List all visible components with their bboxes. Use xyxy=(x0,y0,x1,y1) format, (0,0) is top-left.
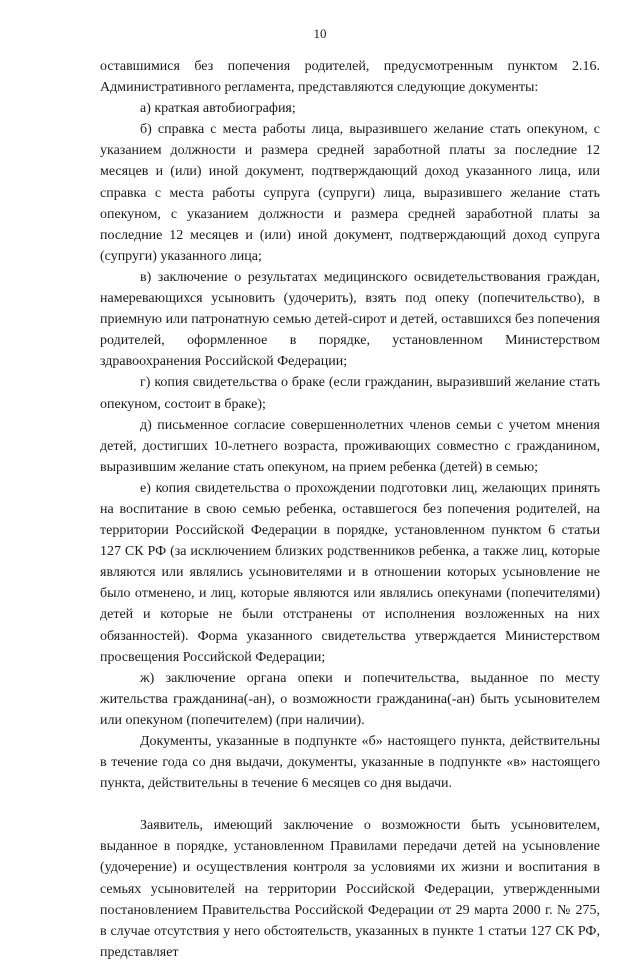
list-item-g: г) копия свидетельства о браке (если гражданин, выразивший желание стать опекуном, состоит в браке); xyxy=(100,375,600,412)
paragraph-intro-continuation: оставшимися без попечения родителей, предусмотренным пунктом 2.16. Административного регламента, представляются следующие документы: xyxy=(100,59,600,96)
paragraph-validity: Документы, указанные в подпункте «б» настоящего пункта, действительны в течение года со дня выдачи, документы, указанные в подпункте «в» настоящего пункта, действительны в течение 6 месяцев со дня выдачи. xyxy=(100,734,600,792)
list-item-zh: ж) заключение органа опеки и попечительства, выданное по месту жительства гражданина(-ан), о возможности гражданина(-ан) быть усыновителем или опекуном (попечителем) (при наличии). xyxy=(100,670,600,728)
list-item-e: е) копия свидетельства о прохождении подготовки лиц, желающих принять на воспитание в свою семью ребенка, оставшегося без попечения родителей, на территории Российской Федерации в порядке, установленном пунктом 6 статьи 127 СК РФ (за исключением близких родственников ребенка, а также лиц, которые являются или являлись усыновителями и в отношении которых усыновление не было отменено, и лиц, которые являются или являлись опекунами (попечителями) детей и которые не были отстранены от исполнения возложенных на них обязанностей). Форма указанного свидетельства утверждается Министерством просвещения Российской Федерации; xyxy=(100,480,600,665)
list-item-a: а) краткая автобиография; xyxy=(140,101,296,117)
paragraph-applicant: Заявитель, имеющий заключение о возможности быть усыновителем, выданное в порядке, установленном Правилами передачи детей на усыновление (удочерение) и осуществления контроля за условиями их жизни и воспитания в семьях усыновителей на территории Российской Федерации, утвержденными постановлением Правительства Российской Федерации от 29 марта 2000 г. № 275, в случае отсутствия у него обстоятельств, указанных в пункте 1 статьи 127 СК РФ, представляет xyxy=(100,818,600,960)
list-item-b: б) справка с места работы лица, выразившего желание стать опекуном, с указанием должности и размера средней заработной платы за последние 12 месяцев и (или) иной документ, подтверждающий доход указанного лица, или справка с места работы супруга (супруги) лица, выразившего желание стать опекуном, с указанием должности и размера средней заработной платы за последние 12 месяцев и (или) иной документ, подтверждающий доход супруга (супруги) указанного лица; xyxy=(100,122,600,264)
page-number: 10 xyxy=(313,26,327,41)
document-body xyxy=(100,56,600,963)
list-item-d: д) письменное согласие совершеннолетних членов семьи с учетом мнения детей, достигших 10-летнего возраста, проживающих совместно с гражданином, выразившим желание стать опекуном, на прием ребенка (детей) в семью; xyxy=(100,417,600,475)
list-item-v: в) заключение о результатах медицинского освидетельствования граждан, намеревающихся усыновить (удочерить), взять под опеку (попечительство), в приемную или патронатную семью детей-сирот и детей, оставшихся без попечения родителей, оформленное в порядке, установленном Министерством здравоохранения Российской Федерации; xyxy=(100,269,600,370)
